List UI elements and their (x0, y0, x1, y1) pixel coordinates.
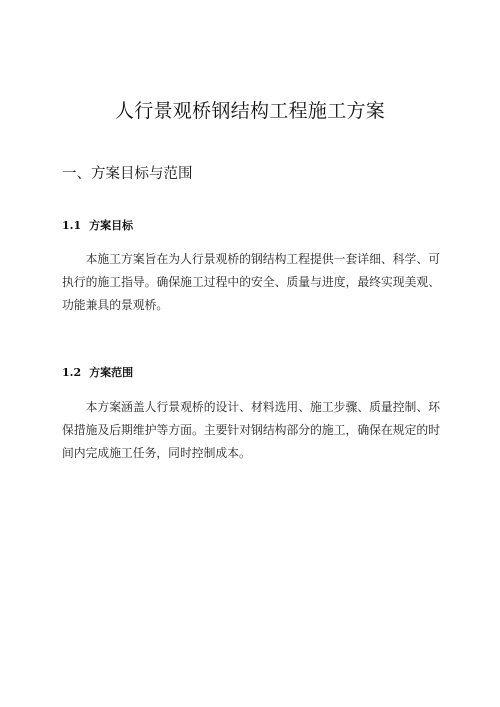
document-title: 人行景观桥钢结构工程施工方案 (114, 100, 386, 122)
subsection-title: 方案范围 (89, 366, 134, 379)
subsection-number: 1.2 (62, 366, 82, 379)
subsection-heading-1-2 (62, 364, 133, 380)
paragraph-objective: 本施工方案旨在为人行景观桥的钢结构工程提供一套详细、科学、可执行的施工指导。确保施工过程中的安全、质量与进度，最终实现美观、功能兼具的景观桥。 (62, 252, 440, 312)
subsection-heading-1-1 (62, 217, 133, 233)
subsection-number: 1.1 (62, 219, 82, 232)
subsection-title: 方案目标 (89, 219, 134, 232)
paragraph-scope: 本方案涵盖人行景观桥的设计、材料选用、施工步骤、质量控制、环保措施及后期维护等方面。主要针对钢结构部分的施工，确保在规定的时间内完成施工任务，同时控制成本。 (62, 400, 440, 460)
section-heading-1: 一、方案目标与范围 (62, 166, 193, 182)
